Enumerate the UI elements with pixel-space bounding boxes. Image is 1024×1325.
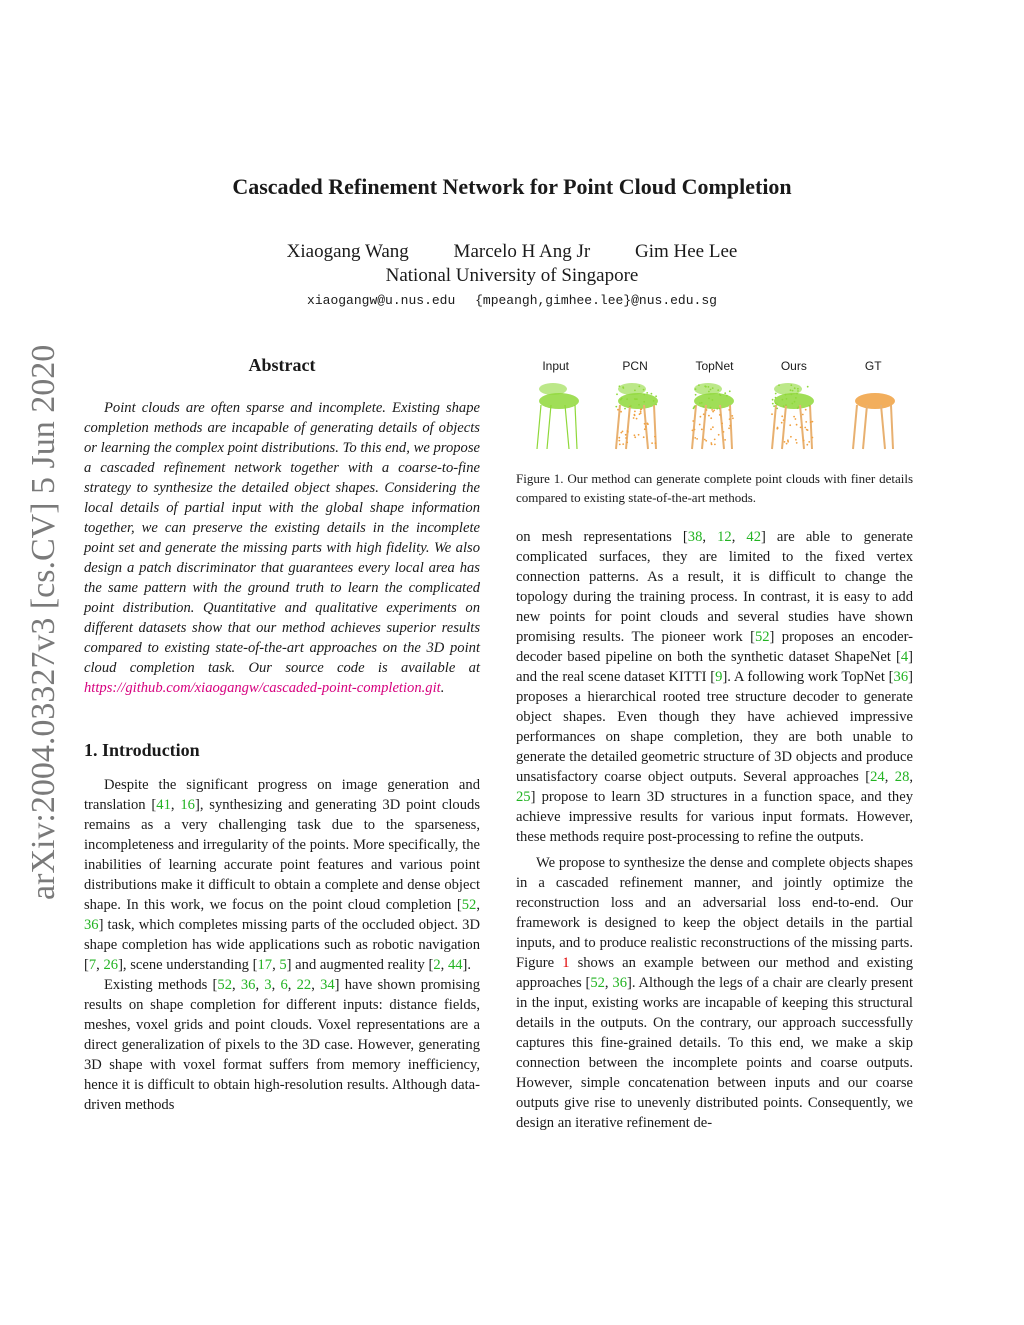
text-run: ]. A following work TopNet [ xyxy=(722,669,894,685)
citation-link[interactable]: 52 xyxy=(590,975,605,991)
figure-label: Input xyxy=(542,359,570,373)
figure-label: TopNet xyxy=(695,359,734,373)
right-paragraph-2 xyxy=(516,853,913,1133)
citation-link[interactable]: 22 xyxy=(296,977,312,993)
text-run: ] are able to generate complicated surfaces, they are limited to the fixed vertex connection patterns. As a result, it is difficult to change the topology during the training process. In contrast, it is easy to add new points for point clouds and several studies have shown promising results. The pioneer work [ xyxy=(516,529,914,645)
figure-1 xyxy=(516,359,913,459)
text-run: , xyxy=(271,977,281,993)
affiliation: National University of Singapore xyxy=(385,265,639,286)
author-name: Gim Hee Lee xyxy=(634,241,738,262)
citation-link[interactable]: 36 xyxy=(893,669,909,685)
arxiv-stamp: arXiv:2004.03327v3 [cs.CV] 5 Jun 2020 xyxy=(25,344,62,900)
text-run: , xyxy=(255,977,265,993)
text-run: , xyxy=(287,977,297,993)
text-run: , xyxy=(604,975,613,991)
author-name: Marcelo H Ang Jr xyxy=(453,241,591,262)
text-run: , xyxy=(884,769,895,785)
citation-link[interactable]: 3 xyxy=(264,977,272,993)
text-run: , xyxy=(702,529,718,545)
chair-cloud-pcn xyxy=(615,383,658,449)
text-run: , xyxy=(731,529,747,545)
text-run: , xyxy=(272,957,280,973)
citation-link[interactable]: 9 xyxy=(715,669,723,685)
chair-cloud-input xyxy=(537,383,579,449)
text-run: ] proposes an encoder-decoder based pipeline on both the synthetic dataset ShapeNet [ xyxy=(516,629,913,665)
text-run: , xyxy=(909,769,914,785)
citation-link[interactable]: 16 xyxy=(180,797,195,813)
text-run: , xyxy=(311,977,321,993)
email: {mpeangh,gimhee.lee}@nus.edu.sg xyxy=(475,293,717,308)
intro-paragraph-1 xyxy=(84,775,480,975)
text-run: ] task, which completes missing parts of the occluded object. 3D shape completion has wide applications such as robotic navigation [ xyxy=(84,917,480,973)
chair-cloud-ours xyxy=(771,383,814,449)
citation-link[interactable]: 12 xyxy=(717,529,732,545)
citation-link[interactable]: 2 xyxy=(433,957,441,973)
citation-link[interactable]: 28 xyxy=(894,769,910,785)
citation-link[interactable]: 52 xyxy=(754,629,770,645)
text-run: Existing methods [ xyxy=(104,977,218,993)
citation-link[interactable]: 36 xyxy=(84,917,99,933)
figure-1-caption: Figure 1. Our method can generate complete point clouds with finer details compared to existing state-of-the-art methods. xyxy=(516,471,913,505)
right-paragraph-1 xyxy=(516,527,913,847)
left-column xyxy=(84,355,480,1115)
figure-labels xyxy=(516,359,913,373)
text-run: ] and augmented reality [ xyxy=(286,957,434,973)
citation-link[interactable]: 41 xyxy=(156,797,171,813)
figure-label: GT xyxy=(864,359,882,373)
text-run: ]. Although the legs of a chair are clearly present in the input, existing works are incapable of keeping this structural details in the outputs. On the contrary, our approach successfully captures this fine-grained details. To this end, we make a skip connection between the incomplete points and coarse outputs. However, simple concatenation between inputs and our coarse outputs give rise to unevenly distributed points. Consequently, we design an iterative refinement de- xyxy=(516,975,913,1131)
abstract-text: Point clouds are often sparse and incomplete. Existing shape completion methods are incapable of generating details of objects or learning the complex point distributions. To this end, we propose a cascaded refinement network together with a coarse-to-fine strategy to synthesize the detailed object shapes. Considering the local details of partial input with the global shape information together, we can preserve the existing details in the incomplete point set and generate the missing parts with high fidelity. We also design a patch discriminator that guarantees every local area has the same pattern with the ground truth to learn the complicated point distribution. Quantitative and qualitative experiments on different datasets show that our method achieves superior results compared to existing state-of-the-art approaches on the 3D point cloud completion task. Our source code is available at https://github.com/xiaogangw/cascaded-point-completion.git. xyxy=(84,400,480,696)
citation-link[interactable]: 52 xyxy=(461,897,477,913)
citation-link[interactable]: 17 xyxy=(257,957,273,973)
chair-cloud-topnet xyxy=(692,383,735,449)
text-run: We propose to synthesize the dense and complete objects shapes in a cascaded refinement manner, and jointly optimize the reconstruction loss and an adversarial loss end-to-end. Our framework is designed to keep the object details in the partial inputs, and to produce realistic reconstructions of the missing parts. Figure xyxy=(516,855,913,971)
citation-link[interactable]: 7 xyxy=(88,957,97,973)
citation-link[interactable]: 34 xyxy=(320,977,335,993)
code-link[interactable]: https://github.com/xiaogangw/cascaded-point-completion.git xyxy=(84,680,441,696)
author-name: Xiaogang Wang xyxy=(286,241,409,262)
text-run: , xyxy=(476,897,480,913)
text-run: , xyxy=(170,797,181,813)
text-run: ], synthesizing and generating 3D point clouds remains as a very challenging task due to the sparseness, incompleteness and irregularity of the points. More specifically, the inabilities of learning accurate point features and various point distributions make it difficult to obtain a complete and dense object shape. In this work, we focus on the point cloud completion [ xyxy=(84,797,480,913)
citation-link[interactable]: 6 xyxy=(280,977,288,993)
text-run: ], scene understanding [ xyxy=(118,957,258,973)
paper-title: Cascaded Refinement Network for Point Cloud Completion xyxy=(232,174,792,199)
text-run: shows an example between our method and existing approaches [ xyxy=(516,955,913,991)
figure-label: PCN xyxy=(622,359,648,373)
abstract-heading: Abstract xyxy=(248,355,316,375)
section-heading-introduction: 1. Introduction xyxy=(84,740,200,760)
figure-ref[interactable]: 1 xyxy=(562,955,570,971)
author-list xyxy=(0,241,1024,263)
text-run: , xyxy=(440,957,448,973)
right-column xyxy=(516,355,913,1133)
citation-link[interactable]: 44 xyxy=(447,957,463,973)
citation-link[interactable]: 36 xyxy=(612,975,627,991)
citation-link[interactable]: 4 xyxy=(900,649,909,665)
citation-link[interactable]: 42 xyxy=(746,529,762,545)
citation-link[interactable]: 38 xyxy=(687,529,703,545)
text-run: ] propose to learn 3D structures in a function space, and they achieve impressive results for various input formats. However, these methods require post-processing to refine the outputs. xyxy=(516,789,913,845)
email: xiaogangw@u.nus.edu xyxy=(307,293,456,308)
figure-label: Ours xyxy=(780,359,807,373)
chair-point-clouds xyxy=(516,381,913,461)
text-run: ] and the real scene dataset KITTI [ xyxy=(516,649,913,685)
text-run: ] have shown promising results on shape completion for different inputs: distance fields, meshes, voxel grids and point clouds. Voxel representations are a direct generalization of pixels to the 3D case. However, generating 3D shape with voxel format suffers from memory inefficiency, hence it is difficult to obtain high-resolution results. Although data-driven methods xyxy=(84,977,480,1113)
text-run: , xyxy=(96,957,104,973)
text-run: ] proposes a hierarchical rooted tree structure decoder to generate object shapes. Even though they have achieved impressive performances on shape completion, they are both unable to generate the detailed geometric structure of 3D objects and produce unsatisfactory coarse object outputs. Several approaches [ xyxy=(516,669,913,785)
citation-link[interactable]: 25 xyxy=(516,789,531,805)
text-run: on mesh representations [ xyxy=(516,529,688,545)
text-run: , xyxy=(231,977,241,993)
citation-link[interactable]: 5 xyxy=(279,957,287,973)
citation-link[interactable]: 26 xyxy=(103,957,119,973)
author-emails xyxy=(0,293,1024,308)
text-run: ]. xyxy=(462,957,472,973)
citation-link[interactable]: 52 xyxy=(217,977,232,993)
intro-paragraph-2 xyxy=(84,975,480,1115)
chair-cloud-gt xyxy=(853,393,895,449)
citation-link[interactable]: 24 xyxy=(870,769,885,785)
text-run: Despite the significant progress on image generation and translation [ xyxy=(84,777,480,813)
citation-link[interactable]: 36 xyxy=(240,977,256,993)
